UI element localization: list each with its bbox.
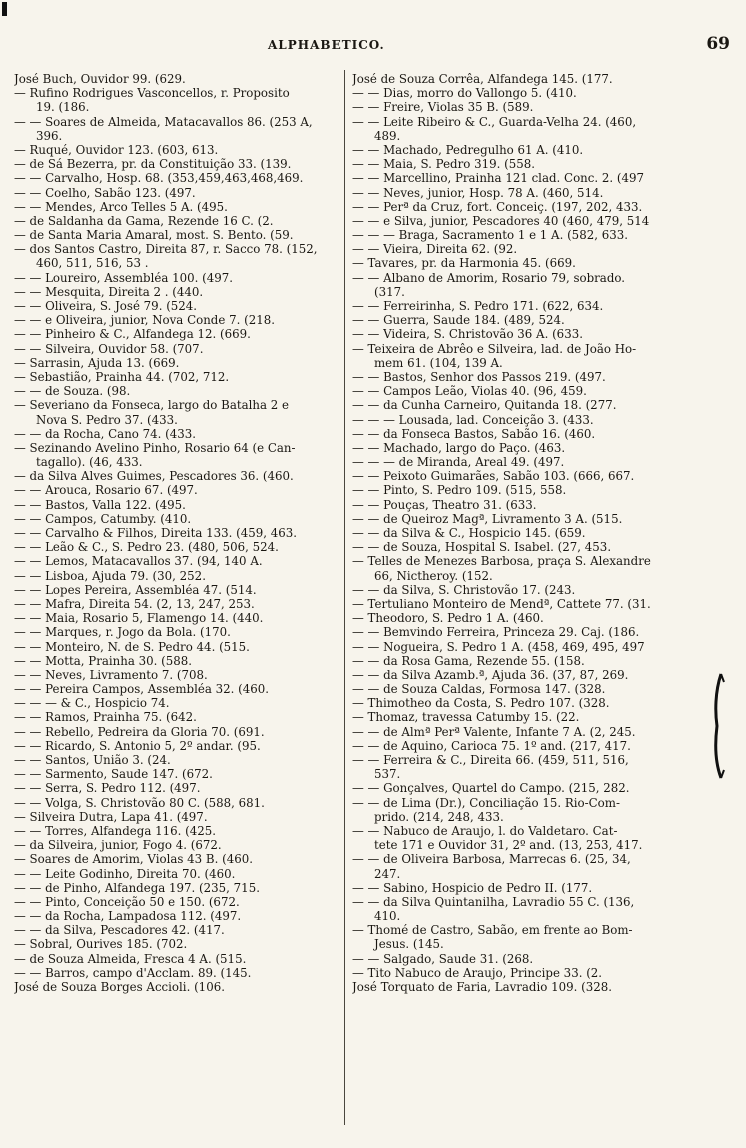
directory-entry [352, 200, 678, 214]
entry-line: — Telles de Menezes Barbosa, praça S. Alexandre [352, 554, 651, 569]
directory-entry [14, 668, 340, 682]
entry-line: — — — & C., Hospicio 74. [14, 696, 170, 711]
entry-line: José de Souza Corrêa, Alfandega 145. (177. [352, 72, 613, 86]
directory-entry [14, 342, 340, 356]
entry-line: — de Souza Almeida, Fresca 4 A. (515. [14, 951, 247, 966]
directory-entry [352, 441, 678, 455]
entry-line: — Tertuliano Monteiro de Mendª, Cattete 77. (31. [352, 596, 651, 611]
directory-entry [14, 86, 340, 114]
directory-entry [352, 186, 678, 200]
entry-line: — Thomé de Castro, Sabão, em frente ao Bom- [352, 923, 633, 938]
directory-entry [14, 625, 340, 639]
entry-line: — — Mafra, Direita 54. (2, 13, 247, 253. [14, 596, 255, 611]
entry-line: — — Mesquita, Direita 2 . (440. [14, 284, 204, 299]
directory-entry [352, 895, 678, 923]
directory-entry [352, 540, 678, 554]
entry-line: — — — Braga, Sacramento 1 e 1 A. (582, 633. [352, 228, 628, 243]
directory-entry [352, 682, 678, 696]
entry-line: — — Machado, largo do Paço. (463. [352, 440, 566, 455]
entry-line: — — Sabino, Hospicio de Pedro II. (177. [352, 880, 593, 895]
entry-continuation-line: tete 171 e Ouvidor 31, 2º and. (13, 253, 417. [374, 838, 643, 853]
entry-line: — — da Cunha Carneiro, Quitanda 18. (277. [352, 398, 617, 413]
entry-line: — — da Silva & C., Hospicio 145. (659. [352, 526, 586, 540]
directory-entry [14, 327, 340, 341]
directory-entry [14, 228, 340, 242]
entry-line: — — Neves, Livramento 7. (708. [14, 667, 208, 682]
directory-entry [14, 200, 340, 214]
entry-line: — — da Rocha, Cano 74. (433. [14, 426, 197, 441]
entry-line: — — da Silva Quintanilha, Lavradio 55 C. (136, [352, 894, 635, 909]
directory-entry [14, 143, 340, 157]
directory-entry [352, 796, 678, 824]
entry-line: — — Albano de Amorim, Rosario 79, sobrado. [352, 270, 626, 285]
entry-line: — — da Silva, Pescadores 42. (417. [14, 923, 225, 938]
entry-line: — — Carvalho, Hosp. 68. (353,459,463,468,469. [14, 171, 304, 186]
directory-entry [352, 100, 678, 114]
directory-entry [14, 923, 340, 937]
directory-entry [14, 881, 340, 895]
entry-line: — — da Silva Azamb.ª, Ajuda 36. (37, 87, 269. [352, 667, 629, 682]
directory-entry [352, 143, 678, 157]
entry-line: — — Pinheiro & C., Alfandega 12. (669. [14, 327, 251, 342]
directory-entry [14, 867, 340, 881]
entry-line: — — Rebello, Pedreira da Gloria 70. (691. [14, 724, 265, 739]
directory-entry [14, 753, 340, 767]
directory-entry [352, 966, 678, 980]
entry-line: — — Perª da Cruz, fort. Conceiç. (197, 202, 433. [352, 199, 643, 214]
directory-entry [352, 228, 678, 242]
print-corner-mark [2, 2, 7, 16]
directory-entry [352, 342, 678, 370]
entry-continuation-line: mem 61. (104, 139 A. [374, 355, 503, 370]
directory-entry [14, 611, 340, 625]
entry-line: — — Torres, Alfandega 116. (425. [14, 823, 217, 838]
page-number: 69 [706, 34, 730, 54]
entry-line: — — Gonçalves, Quartel do Campo. (215, 282. [352, 781, 630, 796]
entry-line: — — Carvalho & Filhos, Direita 133. (459, 463. [14, 526, 297, 540]
entry-continuation-line: 410. [374, 909, 401, 924]
entry-line: — — Maia, S. Pedro 319. (558. [352, 157, 535, 172]
entry-line: — — Nogueira, S. Pedro 1 A. (458, 469, 495, 497 [352, 639, 645, 654]
entry-line: — Thomaz, travessa Catumby 15. (22. [352, 710, 580, 725]
entry-line: — — Sarmento, Saude 147. (672. [14, 767, 213, 782]
directory-entry [352, 299, 678, 313]
directory-entry [352, 881, 678, 895]
entry-line: — — Leão & C., S. Pedro 23. (480, 506, 524. [14, 540, 279, 555]
entry-line: — — Nabuco de Araujo, l. do Valdetaro. Cat- [352, 823, 618, 838]
directory-entry [352, 668, 678, 682]
entry-line: — — Campos, Catumby. (410. [14, 511, 192, 526]
entry-line: — Severiano da Fonseca, largo do Batalha 2 e [14, 398, 290, 413]
directory-entry [352, 583, 678, 597]
entry-line: — — Oliveira, S. José 79. (524. [14, 299, 198, 313]
directory-entry [14, 285, 340, 299]
directory-entry [14, 427, 340, 441]
entry-line: — Silveira Dutra, Lapa 41. (497. [14, 809, 208, 824]
entry-line: — — de Pinho, Alfandega 197. (235, 715. [14, 880, 260, 895]
entry-line: — — Pereira Campos, Assembléa 32. (460. [14, 682, 270, 697]
directory-entry [14, 72, 340, 86]
directory-entry [14, 554, 340, 568]
directory-entry [14, 597, 340, 611]
directory-entry [352, 654, 678, 668]
entry-line: — — Bastos, Senhor dos Passos 219. (497. [352, 369, 606, 384]
entry-line: — Tavares, pr. da Harmonia 45. (669. [352, 256, 576, 271]
directory-entry [352, 512, 678, 526]
directory-entry [352, 952, 678, 966]
directory-entry [352, 157, 678, 171]
directory-entry [14, 370, 340, 384]
entry-line: — — Pinto, Conceição 50 e 150. (672. [14, 894, 240, 909]
directory-entry [14, 980, 340, 994]
directory-entry [352, 427, 678, 441]
directory-entry [352, 498, 678, 512]
directory-entry [352, 980, 678, 994]
entry-line: — — Ferreirinha, S. Pedro 171. (622, 634. [352, 299, 604, 313]
running-head: ALPHABETICO. [268, 38, 385, 52]
directory-entry [14, 640, 340, 654]
directory-entry [14, 852, 340, 866]
column-divider [344, 70, 345, 1125]
directory-entry [352, 597, 678, 611]
entry-line: — — Coelho, Sabão 123. (497. [14, 185, 196, 200]
entry-line: — Tito Nabuco de Araujo, Principe 33. (2. [352, 965, 603, 980]
directory-entry [352, 611, 678, 625]
entry-line: — — de Lima (Dr.), Conciliação 15. Rio-Com- [352, 795, 620, 810]
directory-entry [14, 512, 340, 526]
entry-line: — — Marques, r. Jogo da Bola. (170. [14, 625, 231, 640]
entry-continuation-line: prido. (214, 248, 433. [374, 809, 504, 824]
entry-line: — Teixeira de Abrêo e Silveira, lad. de João Ho- [352, 341, 637, 356]
directory-entry [14, 115, 340, 143]
directory-entry [352, 398, 678, 412]
directory-entry [14, 682, 340, 696]
entry-line: — Rufino Rodrigues Vasconcellos, r. Proposito [14, 86, 290, 101]
directory-entry [352, 824, 678, 852]
entry-line: — — de Souza, Hospital S. Isabel. (27, 453. [352, 540, 612, 555]
directory-entry [14, 895, 340, 909]
entry-line: — — Maia, Rosario 5, Flamengo 14. (440. [14, 611, 264, 626]
entry-line: — — e Silva, junior, Pescadores 40 (460, 479, 514 [352, 213, 650, 228]
entry-continuation-line: 489. [374, 128, 401, 143]
directory-entry [14, 186, 340, 200]
entry-line: — Theodoro, S. Pedro 1 A. (460. [352, 611, 544, 626]
entry-line: — — Soares de Almeida, Matacavallos 86. (253 A, [14, 114, 313, 129]
entry-line: — — e Oliveira, junior, Nova Conde 7. (218. [14, 313, 275, 328]
directory-entry [14, 441, 340, 469]
directory-entry [352, 370, 678, 384]
entry-line: — — Volga, S. Christovão 80 C. (588, 681. [14, 795, 265, 810]
entry-line: — — Lisboa, Ajuda 79. (30, 252. [14, 568, 206, 583]
entry-line: — — Mendes, Arco Telles 5 A. (495. [14, 199, 228, 214]
entry-line: — — Videira, S. Christovão 36 A. (633. [352, 327, 583, 342]
directory-entry [14, 710, 340, 724]
entry-continuation-line: tagallo). (46, 433. [36, 455, 143, 470]
entry-line: — — Loureiro, Assembléa 100. (497. [14, 270, 234, 285]
entry-line: — — Bemvindo Ferreira, Princeza 29. Caj. (186. [352, 625, 640, 640]
directory-entry [14, 299, 340, 313]
directory-entry [14, 469, 340, 483]
entry-line: — — Lopes Pereira, Assembléa 47. (514. [14, 582, 257, 597]
directory-entry [352, 753, 678, 781]
entry-line: — — Pinto, S. Pedro 109. (515, 558. [352, 483, 567, 498]
entry-line: — Sebastião, Prainha 44. (702, 712. [14, 369, 230, 384]
entry-line: José Torquato de Faria, Lavradio 109. (328. [352, 980, 612, 994]
directory-entry [14, 398, 340, 426]
directory-entry [352, 171, 678, 185]
directory-entry [14, 569, 340, 583]
entry-line: — — de Souza Caldas, Formosa 147. (328. [352, 682, 606, 697]
entry-line: — — Ramos, Prainha 75. (642. [14, 710, 197, 725]
entry-line: — — Serra, S. Pedro 112. (497. [14, 781, 201, 796]
directory-entry [14, 271, 340, 285]
entry-line: — — Santos, União 3. (24. [14, 753, 171, 767]
entry-continuation-line: Jesus. (145. [374, 937, 444, 952]
directory-entry [352, 696, 678, 710]
directory-entry [14, 767, 340, 781]
entry-line: — da Silva Alves Guimes, Pescadores 36. (460. [14, 469, 294, 484]
entry-line: — — Ricardo, S. Antonio 5, 2º andar. (95. [14, 738, 261, 753]
directory-entry [352, 455, 678, 469]
entry-line: — Soares de Amorim, Violas 43 B. (460. [14, 852, 253, 867]
entry-line: — — — Lousada, lad. Conceição 3. (433. [352, 412, 594, 427]
entry-line: — — de Oliveira Barbosa, Marrecas 6. (25, 34, [352, 852, 631, 867]
directory-entry [352, 725, 678, 739]
entry-line: — — — de Miranda, Areal 49. (497. [352, 455, 565, 470]
entry-line: — — Dias, morro do Vallongo 5. (410. [352, 86, 577, 101]
directory-entry [14, 696, 340, 710]
directory-entry [352, 923, 678, 951]
entry-line: — Sezinando Avelino Pinho, Rosario 64 (e Can- [14, 440, 296, 455]
entry-line: — — Freire, Violas 35 B. (589. [352, 100, 534, 115]
entry-line: — — de Queiroz Magª, Livramento 3 A. (515. [352, 511, 623, 526]
directory-entry [352, 86, 678, 100]
directory-entry [14, 171, 340, 185]
entry-line: — — Leite Godinho, Direita 70. (460. [14, 866, 236, 881]
directory-entry [352, 256, 678, 270]
directory-entry [14, 838, 340, 852]
directory-entry [14, 483, 340, 497]
directory-entry [352, 313, 678, 327]
directory-entry [352, 625, 678, 639]
entry-line: — — Marcellino, Prainha 121 clad. Conc. 2. (497 [352, 171, 645, 186]
directory-entry [14, 214, 340, 228]
entry-continuation-line: 66, Nictheroy. (152. [374, 568, 493, 583]
entry-continuation-line: 247. [374, 866, 401, 881]
directory-entry [14, 781, 340, 795]
directory-entry [352, 469, 678, 483]
entry-line: — — Monteiro, N. de S. Pedro 44. (515. [14, 639, 250, 654]
directory-entry [14, 242, 340, 270]
directory-entry [14, 356, 340, 370]
entry-line: — da Silveira, junior, Fogo 4. (672. [14, 838, 222, 853]
directory-entry [352, 271, 678, 299]
directory-entry [14, 157, 340, 171]
directory-entry [352, 242, 678, 256]
entry-line: — — da Silva, S. Christovão 17. (243. [352, 582, 576, 597]
entry-line: — — Salgado, Saude 31. (268. [352, 951, 534, 966]
entry-line: — Thimotheo da Costa, S. Pedro 107. (328. [352, 696, 610, 711]
entry-line: — de Sá Bezerra, pr. da Constituição 33. (139. [14, 157, 292, 172]
right-column [352, 72, 678, 994]
directory-entry [352, 640, 678, 654]
entry-continuation-line: 19. (186. [36, 100, 90, 115]
entry-line: — — Peixoto Guimarães, Sabão 103. (666, 667. [352, 469, 635, 484]
directory-entry [14, 952, 340, 966]
directory-entry [14, 526, 340, 540]
entry-line: — dos Santos Castro, Direita 87, r. Sacco 78. (152, [14, 242, 318, 257]
entry-line: — — da Rosa Gama, Rezende 55. (158. [352, 653, 585, 668]
entry-line: — — Lemos, Matacavallos 37. (94, 140 A. [14, 554, 263, 569]
entry-line: — — Barros, campo d'Acclam. 89. (145. [14, 965, 252, 980]
entry-line: — — de Almª Perª Valente, Infante 7 A. (2, 245. [352, 724, 636, 739]
directory-entry [14, 583, 340, 597]
left-column [14, 72, 340, 994]
directory-entry [14, 498, 340, 512]
directory-entry [352, 710, 678, 724]
entry-line: — de Saldanha da Gama, Rezende 16 C. (2. [14, 213, 274, 228]
entry-line: — — Motta, Prainha 30. (588. [14, 653, 193, 668]
entry-line: — — da Fonseca Bastos, Sabão 16. (460. [352, 426, 596, 441]
entry-line: — — de Aquino, Carioca 75. 1º and. (217, 417. [352, 738, 631, 753]
entry-line: — — Arouca, Rosario 67. (497. [14, 483, 198, 498]
entry-line: — — da Rocha, Lampadosa 112. (497. [14, 909, 242, 924]
directory-entry [352, 739, 678, 753]
entry-line: — Sobral, Ourives 185. (702. [14, 937, 188, 952]
directory-entry [14, 725, 340, 739]
entry-line: — de Santa Maria Amaral, most. S. Bento. (59. [14, 228, 294, 243]
entry-line: José de Souza Borges Accioli. (106. [14, 980, 225, 994]
directory-entry [14, 824, 340, 838]
entry-line: — — Vieira, Direita 62. (92. [352, 242, 518, 257]
directory-entry [352, 384, 678, 398]
directory-entry [352, 526, 678, 540]
entry-line: — — Guerra, Saude 184. (489, 524. [352, 313, 565, 328]
directory-entry [14, 796, 340, 810]
entry-line: — — Ferreira & C., Direita 66. (459, 511, 516, [352, 753, 629, 767]
entry-continuation-line: (317. [374, 284, 405, 299]
entry-line: — — de Souza. (98. [14, 384, 131, 399]
directory-entry [14, 654, 340, 668]
directory-entry [352, 852, 678, 880]
margin-bracket-mark [712, 672, 726, 780]
directory-entry [14, 966, 340, 980]
directory-entry [14, 909, 340, 923]
entry-continuation-line: Nova S. Pedro 37. (433. [36, 412, 178, 427]
directory-entry [352, 327, 678, 341]
directory-entry [14, 313, 340, 327]
directory-entry [14, 937, 340, 951]
directory-entry [352, 483, 678, 497]
entry-line: José Buch, Ouvidor 99. (629. [14, 72, 186, 86]
entry-line: — — Machado, Pedregulho 61 A. (410. [352, 142, 584, 157]
entry-line: — — Bastos, Valla 122. (495. [14, 497, 186, 512]
entry-continuation-line: 460, 511, 516, 53 . [36, 256, 149, 271]
directory-entry [352, 214, 678, 228]
directory-entry [14, 540, 340, 554]
entry-continuation-line: 396. [36, 128, 63, 143]
entry-line: — Sarrasin, Ajuda 13. (669. [14, 355, 180, 370]
directory-entry [352, 781, 678, 795]
directory-entry [352, 554, 678, 582]
entry-line: — — Neves, junior, Hosp. 78 A. (460, 514. [352, 185, 604, 200]
entry-continuation-line: 537. [374, 767, 401, 782]
entry-line: — Ruqué, Ouvidor 123. (603, 613. [14, 142, 219, 157]
directory-entry [352, 72, 678, 86]
page-header [18, 34, 730, 58]
directory-entry [352, 413, 678, 427]
directory-entry [14, 810, 340, 824]
directory-entry [14, 384, 340, 398]
entry-line: — — Campos Leão, Violas 40. (96, 459. [352, 384, 587, 399]
entry-line: — — Silveira, Ouvidor 58. (707. [14, 341, 204, 356]
entry-line: — — Pouças, Theatro 31. (633. [352, 497, 537, 512]
directory-entry [352, 115, 678, 143]
directory-entry [14, 739, 340, 753]
entry-line: — — Leite Ribeiro & C., Guarda-Velha 24. (460, [352, 114, 637, 129]
